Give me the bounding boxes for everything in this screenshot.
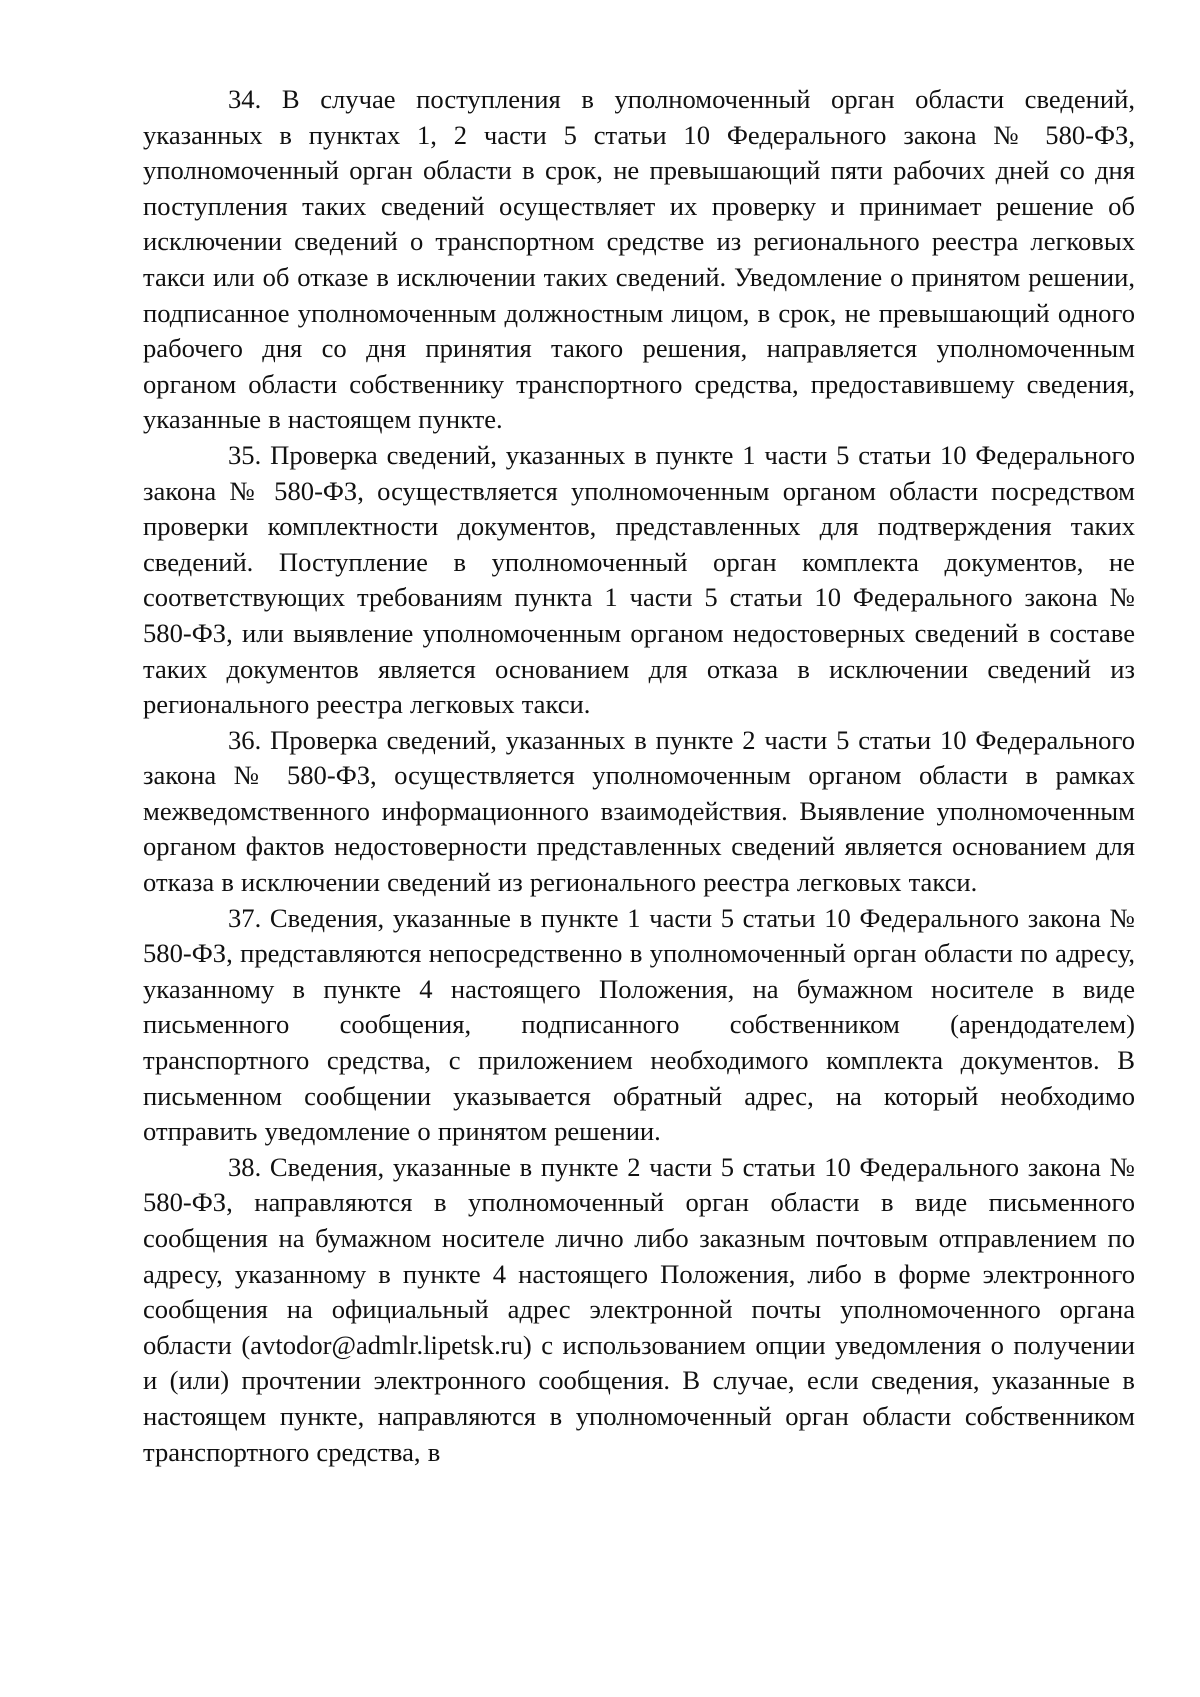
paragraph-text: Сведения, указанные в пункте 2 части 5 статьи 10 Федерального закона № 580-ФЗ, направляются в уполномоченный орган области в виде письменного сообщения на бумажном носителе лично либо заказным почтовым отправлением по адресу, указанному в пункте 4 настоящего Положения, либо в форме электронного сообщения на официальный адрес электронной почты уполномоченного органа области (avtodor@admlr.lipetsk.ru) с использованием опции уведомления о получении и (или) прочтении электронного сообщения. В случае, если сведения, указанные в настоящем пункте, направляются в уполномоченный орган области собственником транспортного средства, в (143, 1151, 1135, 1467)
paragraph-number: 35. (228, 439, 262, 470)
paragraph-37 (143, 901, 1135, 1150)
paragraph-text: В случае поступления в уполномоченный орган области сведений, указанных в пунктах 1, 2 части 5 статьи 10 Федерального закона № 580-ФЗ, уполномоченный орган области в срок, не превышающий пяти рабочих дней со дня поступления таких сведений осуществляет их проверку и принимает решение об исключении сведений о транспортном средстве из регионального реестра легковых такси или об отказе в исключении таких сведений. Уведомление о принятом решении, подписанное уполномоченным должностным лицом, в срок, не превышающий одного рабочего дня со дня принятия такого решения, направляется уполномоченным органом области собственнику транспортного средства, предоставившему сведения, указанные в настоящем пункте. (143, 84, 1135, 435)
paragraph-36 (143, 723, 1135, 901)
paragraph-35 (143, 438, 1135, 723)
paragraph-number: 34. (228, 84, 262, 114)
paragraph-number: 36. (228, 724, 262, 755)
paragraph-number: 38. (228, 1151, 262, 1182)
document-body (143, 82, 1135, 1470)
paragraph-38 (143, 1150, 1135, 1470)
paragraph-34 (143, 82, 1135, 438)
paragraph-text: Сведения, указанные в пункте 1 части 5 статьи 10 Федерального закона № 580-ФЗ, представляются непосредственно в уполномоченный орган области по адресу, указанному в пункте 4 настоящего Положения, на бумажном носителе в виде письменного сообщения, подписанного собственником (арендодателем) транспортного средства, с приложением необходимого комплекта документов. В письменном сообщении указывается обратный адрес, на который необходимо отправить уведомление о принятом решении. (143, 902, 1135, 1147)
paragraph-number: 37. (228, 902, 262, 933)
paragraph-text: Проверка сведений, указанных в пункте 2 части 5 статьи 10 Федерального закона № 580-ФЗ, осуществляется уполномоченным органом области в рамках межведомственного информационного взаимодействия. Выявление уполномоченным органом фактов недостоверности представленных сведений является основанием для отказа в исключении сведений из регионального реестра легковых такси. (143, 724, 1135, 898)
paragraph-text: Проверка сведений, указанных в пункте 1 части 5 статьи 10 Федерального закона № 580-ФЗ, осуществляется уполномоченным органом области посредством проверки комплектности документов, представленных для подтверждения таких сведений. Поступление в уполномоченный орган комплекта документов, не соответствующих требованиям пункта 1 части 5 статьи 10 Федерального закона № 580-ФЗ, или выявление уполномоченным органом недостоверных сведений в составе таких документов является основанием для отказа в исключении сведений из регионального реестра легковых такси. (143, 439, 1135, 720)
